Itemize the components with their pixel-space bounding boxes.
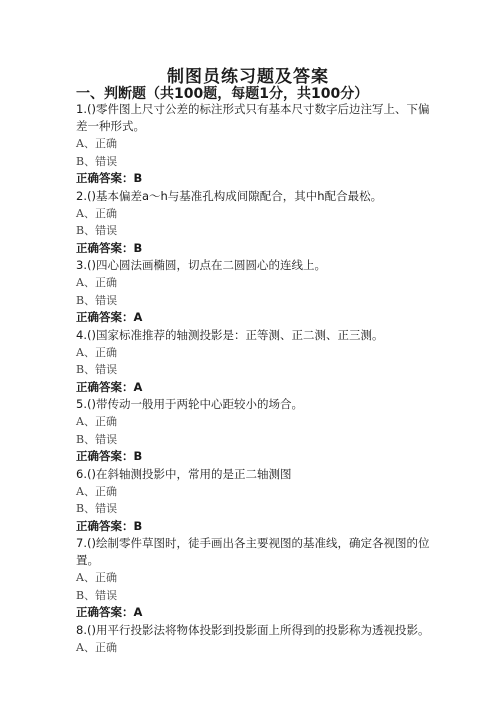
- answer-option: B、错误: [76, 502, 118, 515]
- answer-option: B、错误: [76, 224, 118, 237]
- correct-answer: [76, 170, 431, 188]
- correct-answer-value: B: [133, 240, 143, 255]
- correct-answer-label: 正确答案：: [76, 171, 134, 185]
- question-item: [76, 257, 431, 327]
- answer-option: A、正确: [76, 206, 117, 220]
- question-text: 4.()国家标准推荐的轴测投影是：正等测、正二测、正三测。: [76, 327, 384, 342]
- question-text: 2.()基本偏差a～h与基准孔构成间隙配合，其中h配合最松。: [76, 188, 383, 203]
- answer-option: B、错误: [76, 363, 118, 376]
- question-item: [76, 535, 431, 622]
- question-item: [76, 396, 431, 466]
- answer-option: A、正确: [76, 276, 117, 289]
- correct-answer-label: 正确答案：: [76, 518, 134, 533]
- question-item: [76, 188, 431, 258]
- correct-answer-value: B: [133, 518, 143, 533]
- correct-answer: [76, 604, 431, 622]
- correct-answer-label: 正确答案：: [76, 379, 134, 394]
- question-text: 5.()带传动一般用于两轮中心距较小的场合。: [76, 397, 303, 411]
- answer-option: A、正确: [76, 137, 117, 150]
- correct-answer: [76, 518, 431, 536]
- correct-answer-label: 正确答案：: [76, 310, 134, 324]
- correct-answer: [76, 448, 431, 466]
- correct-answer-value: B: [133, 171, 143, 185]
- correct-answer-value: A: [133, 310, 143, 324]
- question-text: 7.()绘制零件草图时，徒手画出各主要视图的基准线，确定各视图的位置。: [76, 536, 430, 567]
- question-list: [76, 101, 431, 656]
- correct-answer-value: B: [133, 449, 143, 463]
- answer-option: B、错误: [76, 588, 118, 602]
- correct-answer-label: 正确答案：: [76, 605, 134, 619]
- question-text: 6.()在斜轴测投影中，常用的是正二轴测图: [76, 466, 292, 481]
- correct-answer-label: 正确答案：: [76, 240, 134, 255]
- correct-answer-value: A: [133, 379, 143, 394]
- correct-answer-label: 正确答案：: [76, 449, 134, 463]
- answer-option: A、正确: [76, 345, 117, 359]
- correct-answer: [76, 379, 431, 397]
- correct-answer-value: A: [133, 605, 143, 619]
- answer-option: B、错误: [76, 432, 118, 446]
- answer-option: B、错误: [76, 154, 118, 168]
- document-title: 制图员练习题及答案: [167, 67, 329, 87]
- correct-answer: [76, 309, 431, 327]
- answer-option: A、正确: [76, 415, 117, 428]
- question-item: [76, 327, 431, 397]
- question-text: 1.()零件图上尺寸公差的标注形式只有基本尺寸数字后边注写上、下偏差一种形式。: [76, 102, 430, 133]
- question-text: 8.()用平行投影法将物体投影到投影面上所得到的投影称为透视投影。: [76, 622, 430, 637]
- answer-option: A、正确: [76, 640, 117, 654]
- question-item: [76, 101, 431, 188]
- answer-option: A、正确: [76, 571, 117, 584]
- question-item: [76, 622, 431, 657]
- question-item: [76, 466, 431, 536]
- question-text: 3.()四心圆法画椭圆，切点在二圆圆心的连线上。: [76, 258, 326, 272]
- section-heading: 一、判断题（共100题，每题1分，共100分）: [76, 86, 369, 102]
- answer-option: A、正确: [76, 484, 117, 498]
- correct-answer: [76, 240, 431, 258]
- answer-option: B、错误: [76, 293, 118, 307]
